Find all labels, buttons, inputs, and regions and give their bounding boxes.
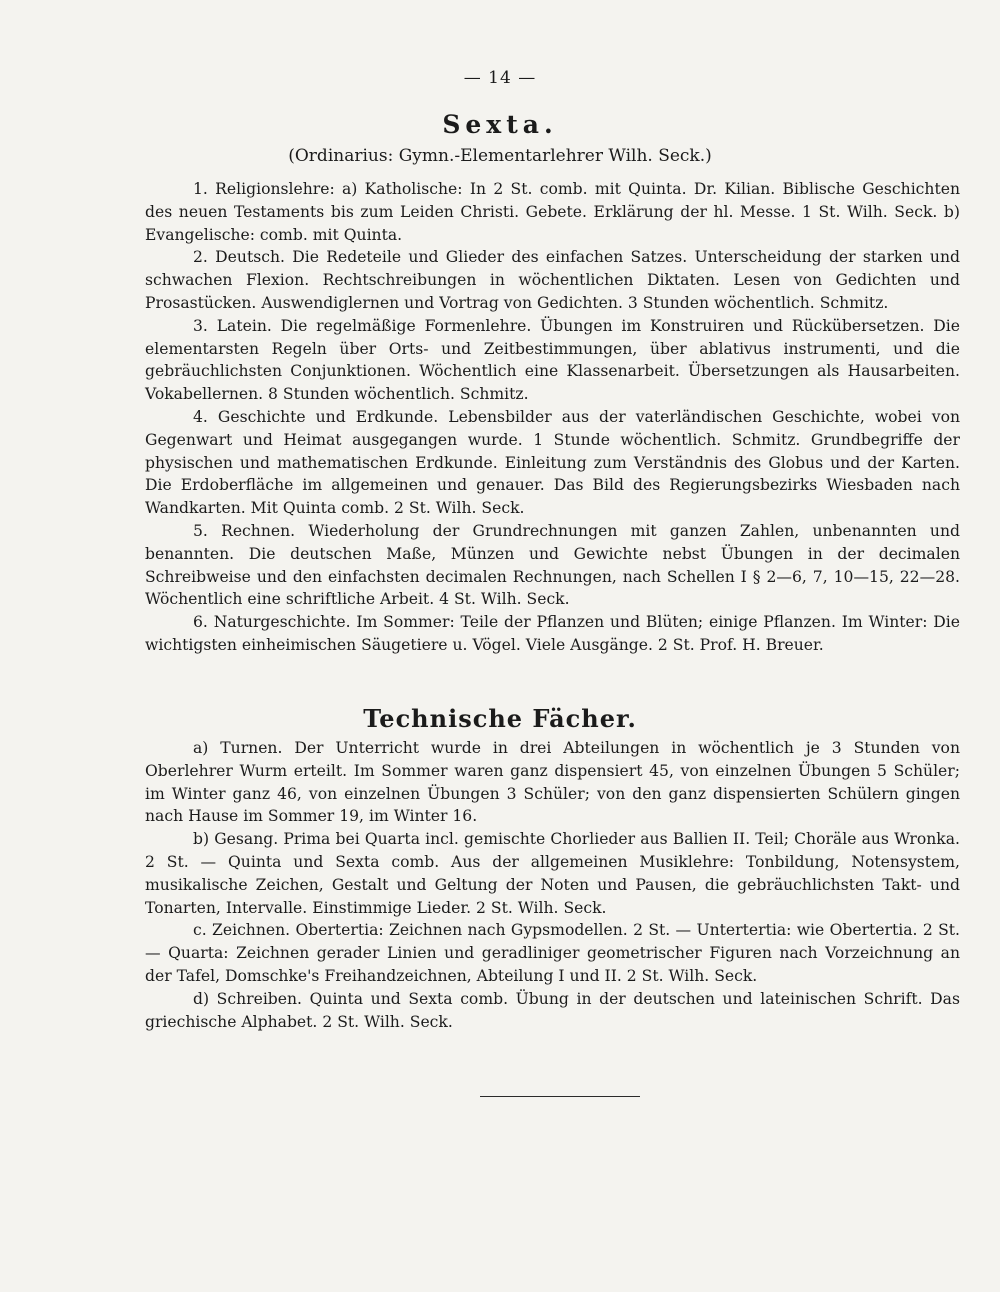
paragraph-naturgeschichte: 6. Naturgeschichte. Im Sommer: Teile der Pflanzen und Blüten; einige Pflanzen. Im Winter: Die wichtigsten einheimischen Säugetiere u. Vögel. Viele Ausgänge. 2 St. Prof. H. Breuer. (145, 613, 960, 654)
paragraph-schreiben: d) Schreiben. Quinta und Sexta comb. Übung in der deutschen und lateinischen Schrift. Das griechische Alphabet. 2 St. Wilh. Seck. (145, 989, 960, 1031)
paragraph-geschichte: 4. Geschichte und Erdkunde. Lebensbilder aus der vaterländischen Geschichte, wobei von Gegenwart und Heimat ausgegangen wurde. 1 Stunde wöchentlich. Schmitz. Grundbegriffe der physischen und mathematischen Erdkunde. Einleitung zum Verständnis des Globus und der Karten. Die Erdoberfläche im allgemeinen und genauer. Das Bild des Regierungsbezirks Wiesbaden nach Wandkarten. Mit Quinta comb. 2 St. Wilh. Seck. (145, 407, 960, 518)
technische-faecher-body (145, 737, 960, 1033)
section-title-sexta: Sexta. (442, 110, 558, 139)
page-number: — 14 — (463, 68, 537, 88)
section-title-technische-faecher: Technische Fächer. (363, 704, 637, 733)
paragraph-deutsch: 2. Deutsch. Die Redeteile und Glieder des einfachen Satzes. Unterscheidung der starken und schwachen Flexion. Rechtschreibungen in wöchentlichen Diktaten. Lesen von Gedichten und Prosastücken. Auswendiglernen und Vortrag von Gedichten. 3 Stunden wöchentlich. Schmitz. (145, 248, 960, 312)
ordinarius-line: (Ordinarius: Gymn.-Elementarlehrer Wilh. Seck.) (288, 146, 712, 166)
paragraph-religion: 1. Religionslehre: a) Katholische: In 2 St. comb. mit Quinta. Dr. Kilian. Biblische Geschichten des neuen Testaments bis zum Leiden Christi. Gebete. Erklärung der hl. Messe. 1 St. Wilh. Seck. b) Evangelische: comb. mit Quinta. (145, 180, 960, 244)
paragraph-rechnen: 5. Rechnen. Wiederholung der Grundrechnungen mit ganzen Zahlen, unbenannten und benannten. Die deutschen Maße, Münzen und Gewichte nebst Übungen in der decimalen Schreibweise und den einfachsten decimalen Rechnungen, nach Schellen I § 2—6, 7, 10—15, 22—28. Wöchentlich eine schriftliche Arbeit. 4 St. Wilh. Seck. (145, 521, 960, 609)
paragraph-latein: 3. Latein. Die regelmäßige Formenlehre. Übungen im Konstruiren und Rückübersetzen. Die elementarsten Regeln über Orts- und Zeitbestimmungen, über ablativus instrumenti, und die gebräuchlichsten Conjunktionen. Wöchentlich eine Klassenarbeit. Übersetzungen als Hausarbeiten. Vokabellernen. 8 Stunden wöchentlich. Schmitz. (145, 316, 960, 404)
paragraph-gesang: b) Gesang. Prima bei Quarta incl. gemischte Chorlieder aus Ballien II. Teil; Choräle aus Wronka. 2 St. — Quinta und Sexta comb. Aus der allgemeinen Musiklehre: Tonbildung, Notensystem, musikalische Zeichen, Gestalt und Geltung der Noten und Pausen, die gebräuchlichsten Takt- und Tonarten, Intervalle. Einstimmige Lieder. 2 St. Wilh. Seck. (145, 830, 960, 917)
sexta-body (145, 178, 960, 657)
paragraph-zeichnen: c. Zeichnen. Obertertia: Zeichnen nach Gypsmodellen. 2 St. — Untertertia: wie Obertertia. 2 St. — Quarta: Zeichnen gerader Linien und geradliniger geometrischer Figuren nach Vorzeichnung an der Tafel, Domschke's Freihandzeichnen, Abteilung I und II. 2 St. Wilh. Seck. (145, 921, 960, 985)
paragraph-turnen: a) Turnen. Der Unterricht wurde in drei Abteilungen in wöchentlich je 3 Stunden von Oberlehrer Wurm erteilt. Im Sommer waren ganz dispensiert 45, von einzelnen Übungen 5 Schüler; im Winter ganz 46, von einzelnen Übungen 3 Schüler; von den ganz dispensierten Schülern gingen nach Hause im Sommer 19, im Winter 16. (145, 739, 960, 826)
separator-rule (480, 1096, 640, 1097)
